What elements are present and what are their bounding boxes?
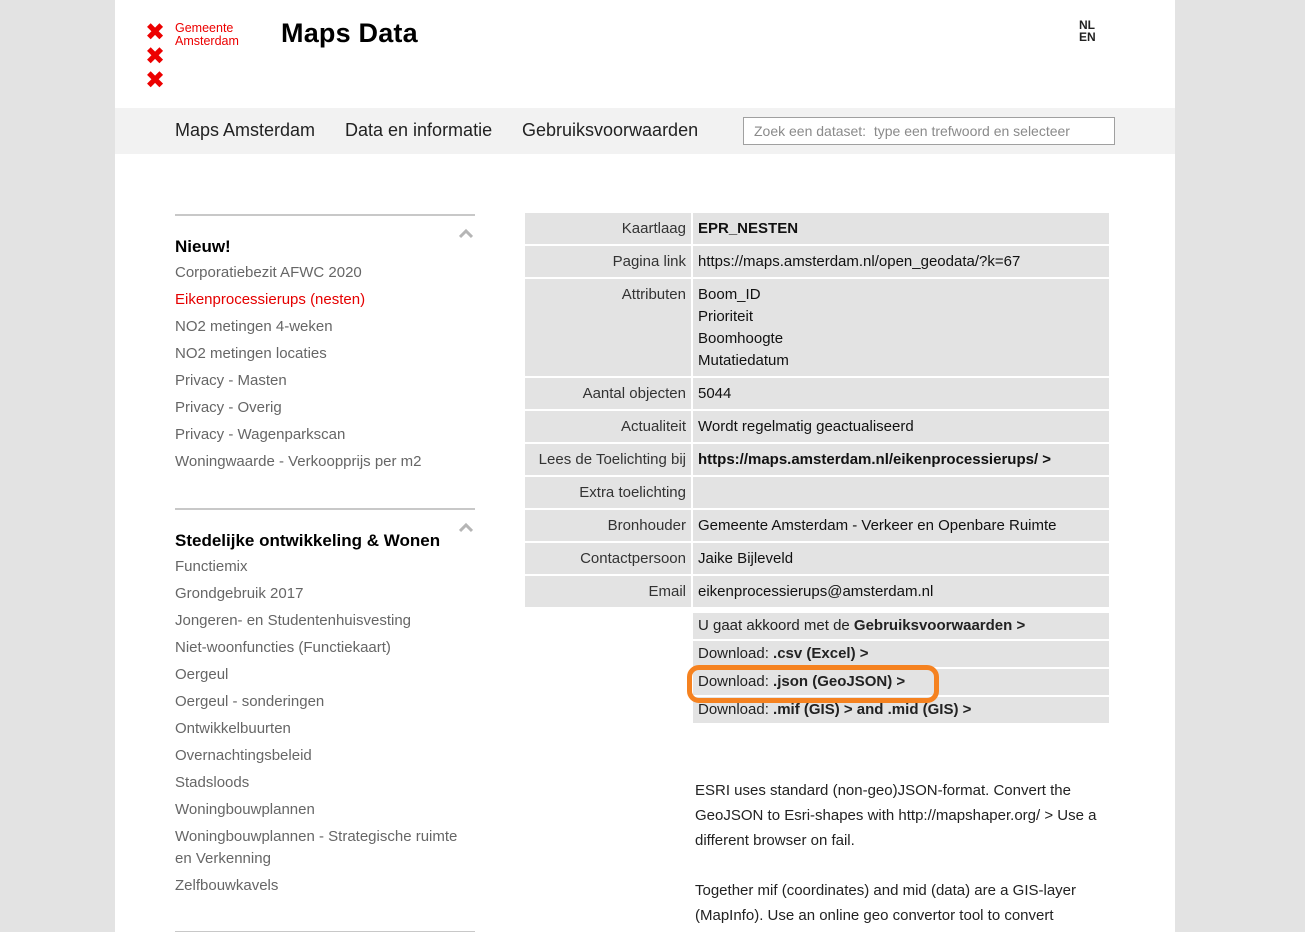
sidebar — [175, 214, 475, 932]
meta-label: Bronhouder — [525, 510, 691, 541]
meta-row-contactpersoon — [525, 543, 1109, 574]
sidebar-item[interactable]: Grondgebruik 2017 — [175, 585, 304, 602]
cross-icon: ✖ — [145, 18, 166, 46]
attribute-item: Boomhoogte — [698, 330, 784, 347]
download-csv-row — [693, 641, 1109, 667]
meta-row-actualiteit — [525, 411, 1109, 442]
section-heading: Nieuw! — [175, 237, 231, 256]
main-nav — [115, 108, 1175, 154]
terms-agreement — [693, 613, 1109, 639]
cross-icon: ✖ — [145, 42, 166, 70]
email-value[interactable]: eikenprocessierups@amsterdam.nl — [693, 576, 1109, 607]
sidebar-item[interactable]: Ontwikkelbuurten — [175, 720, 291, 737]
meta-label: Contactpersoon — [525, 543, 691, 574]
terms-link[interactable]: Gebruiksvoorwaarden > — [853, 617, 1026, 634]
sidebar-item[interactable]: Oergeul — [175, 666, 229, 683]
meta-label: Extra toelichting — [525, 477, 691, 508]
attribute-item: Boom_ID — [698, 286, 761, 303]
toelichting-link[interactable]: https://maps.amsterdam.nl/eikenprocessierups/ > — [693, 444, 1109, 475]
nav-gebruiksvoorwaarden[interactable]: Gebruiksvoorwaarden — [522, 120, 699, 140]
meta-row-aantal-objecten — [525, 378, 1109, 409]
meta-label: Email — [525, 576, 691, 607]
sidebar-item[interactable]: Woningbouwplannen — [175, 801, 315, 818]
download-mif-row — [693, 697, 1109, 723]
meta-label: Attributen — [525, 279, 691, 376]
dataset-metadata-table — [525, 213, 1109, 609]
sidebar-item[interactable]: Privacy - Wagenparkscan — [175, 426, 346, 443]
sidebar-item[interactable]: Overnachtingsbeleid — [175, 747, 312, 764]
cross-icon: ✖ — [145, 66, 166, 94]
meta-label: Actualiteit — [525, 411, 691, 442]
download-json-row — [693, 669, 1109, 695]
meta-value — [693, 477, 1109, 508]
meta-label: Lees de Toelichting bij — [525, 444, 691, 475]
meta-value-list — [693, 279, 1109, 376]
sidebar-item[interactable]: NO2 metingen locaties — [175, 345, 327, 362]
page — [115, 0, 1175, 932]
download-mif-mid-link[interactable]: .mif (GIS) > and .mid (GIS) > — [773, 701, 972, 718]
nav-maps-amsterdam[interactable]: Maps Amsterdam — [175, 120, 316, 140]
logo-crosses — [145, 20, 165, 92]
logo-text — [175, 22, 239, 92]
sidebar-item-active[interactable]: Eikenprocessierups (nesten) — [175, 291, 366, 308]
meta-label: Kaartlaag — [525, 213, 691, 244]
section-heading: Stedelijke ontwikkeling & Wonen — [175, 531, 441, 550]
download-csv-link[interactable]: .csv (Excel) > — [773, 645, 869, 662]
sidebar-item[interactable]: Privacy - Masten — [175, 372, 287, 389]
meta-value: EPR_NESTEN — [693, 213, 1109, 244]
sidebar-item[interactable]: Woningwaarde - Verkoopprijs per m2 — [175, 453, 422, 470]
page-link[interactable]: https://maps.amsterdam.nl/open_geodata/?k=67 — [693, 246, 1109, 277]
meta-row-kaartlaag — [525, 213, 1109, 244]
downloads — [693, 613, 1109, 725]
note-mif-mid: Together mif (coordinates) and mid (data) are a GIS-layer (MapInfo). Use an online geo convertor tool to convert — [695, 882, 1076, 924]
chevron-up-icon[interactable] — [459, 520, 473, 534]
meta-label: Pagina link — [525, 246, 691, 277]
meta-label: Aantal objecten — [525, 378, 691, 409]
language-switcher — [1079, 19, 1096, 43]
meta-row-email — [525, 576, 1109, 607]
sidebar-item[interactable]: Jongeren- en Studentenhuisvesting — [175, 612, 412, 629]
sidebar-item[interactable]: Privacy - Overig — [175, 399, 282, 416]
terms-prefix: U gaat akkoord met de — [698, 617, 854, 634]
logo-line-2: Amsterdam — [175, 33, 239, 48]
sidebar-item[interactable]: Stadsloods — [175, 774, 250, 791]
site-title: Maps Data — [281, 18, 418, 48]
dataset-search-input[interactable] — [743, 117, 1115, 145]
nav-data-en-informatie[interactable]: Data en informatie — [345, 120, 493, 140]
gemeente-amsterdam-logo[interactable] — [145, 20, 239, 92]
download-geojson-link[interactable]: .json (GeoJSON) > — [773, 673, 906, 690]
meta-value: Wordt regelmatig geactualiseerd — [693, 411, 1109, 442]
download-prefix: Download: — [698, 701, 774, 718]
meta-value: Gemeente Amsterdam - Verkeer en Openbare Ruimte — [693, 510, 1109, 541]
sidebar-item[interactable]: Corporatiebezit AFWC 2020 — [175, 264, 362, 281]
sidebar-item[interactable]: NO2 metingen 4-weken — [175, 318, 333, 335]
sidebar-item[interactable]: Niet-woonfuncties (Functiekaart) — [175, 639, 391, 656]
meta-row-attributen — [525, 279, 1109, 376]
meta-row-toelichting — [525, 444, 1109, 475]
meta-row-pagina-link — [525, 246, 1109, 277]
download-prefix: Download: — [698, 673, 774, 690]
sidebar-item[interactable]: Functiemix — [175, 558, 248, 575]
attribute-item: Prioriteit — [698, 308, 754, 325]
sidebar-section-stedelijke-ontwikkeling — [175, 508, 475, 931]
sidebar-item[interactable]: Oergeul - sonderingen — [175, 693, 325, 710]
meta-row-bronhouder — [525, 510, 1109, 541]
lang-en[interactable]: EN — [1079, 30, 1096, 44]
chevron-up-icon[interactable] — [459, 226, 473, 240]
sidebar-item[interactable]: Zelfbouwkavels — [175, 877, 279, 894]
logo-line-1: Gemeente — [175, 21, 234, 35]
meta-row-extra-toelichting — [525, 477, 1109, 508]
note-esri: ESRI uses standard (non-geo)JSON-format. Convert the GeoJSON to Esri-shapes with http://mapshaper.org/ > Use a different browser on fail. — [695, 782, 1097, 849]
download-prefix: Download: — [698, 645, 774, 662]
header — [115, 0, 1175, 108]
sidebar-section-nieuw — [175, 214, 475, 508]
meta-value: 5044 — [693, 378, 1109, 409]
meta-value: Jaike Bijleveld — [693, 543, 1109, 574]
attribute-item: Mutatiedatum — [698, 352, 789, 369]
notes — [695, 778, 1115, 932]
sidebar-item[interactable]: Woningbouwplannen - Strategische ruimte en Verkenning — [175, 828, 458, 867]
lang-nl[interactable]: NL — [1079, 18, 1095, 32]
